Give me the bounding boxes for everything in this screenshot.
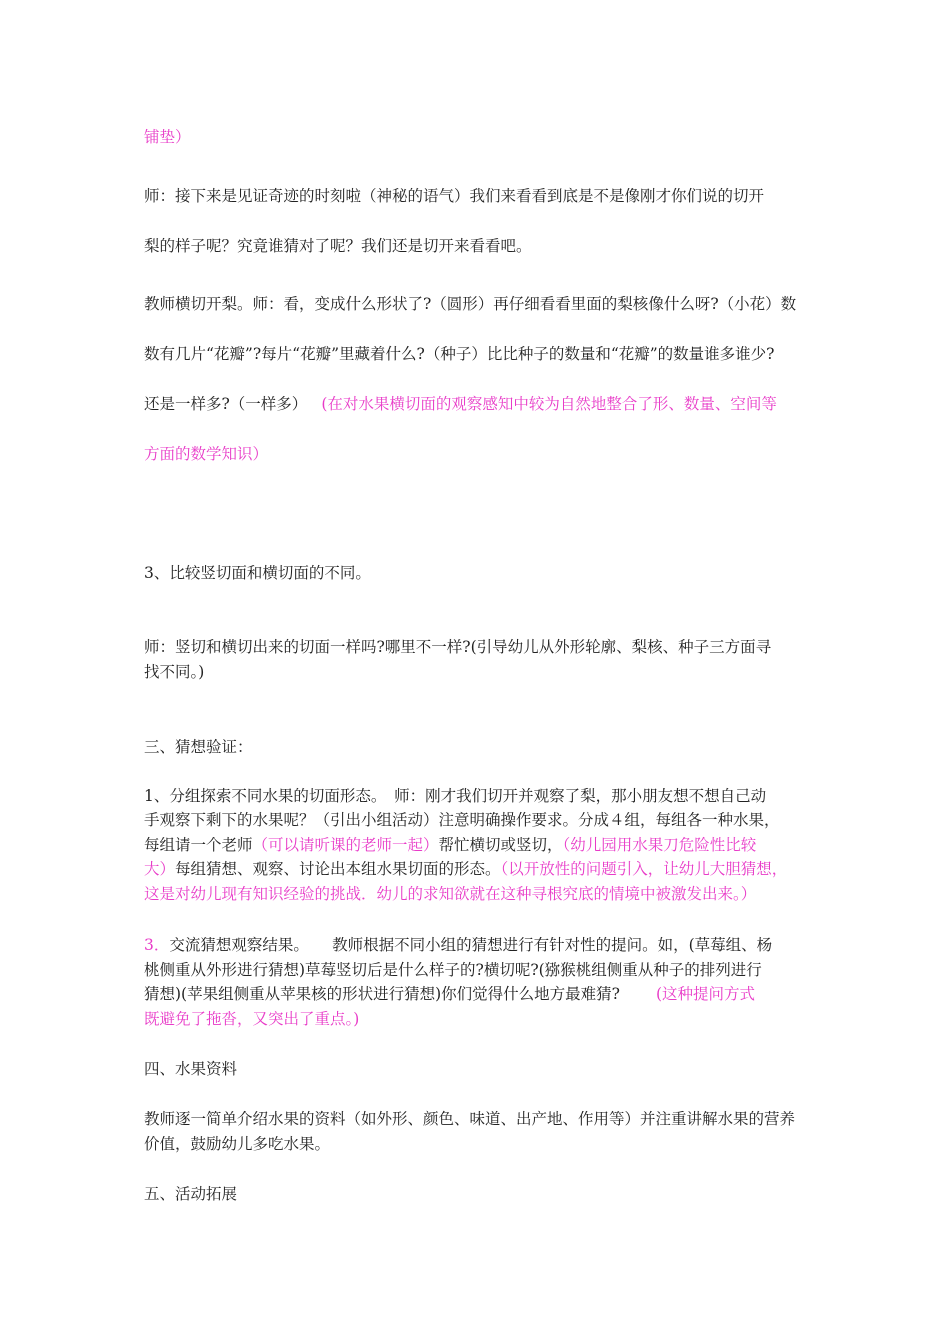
paragraph-line: 猜想)(苹果组侧重从苹果核的形状进行猜想)你们觉得什么地方最难猜? (这种提问方式 (144, 985, 756, 1003)
section-heading: 三、猜想验证： (144, 738, 253, 756)
paragraph-line: 教师横切开梨。师：看，变成什么形状了?（圆形）再仔细看看里面的梨核像什么呀?（小花）数 (144, 295, 797, 313)
paragraph-line: 手观察下剩下的水果呢？（引出小组活动）注意明确操作要求。分成４组，每组各一种水果， (144, 811, 780, 829)
paragraph-line: 数有几片“花瓣”?每片“花瓣”里藏着什么?（种子）比比种子的数量和“花瓣”的数量谁多谁少? (144, 345, 775, 363)
paragraph-line: 3．交流猜想观察结果。 教师根据不同小组的猜想进行有针对性的提问。如，(草莓组、杨 (144, 936, 773, 954)
annotation-line: 这是对幼儿现有知识经验的挑战．幼儿的求知欲就在这种寻根究底的情境中被激发出来。） (144, 885, 757, 903)
annotation-text: 大） (144, 860, 176, 878)
section-heading: 3、比较竖切面和横切面的不同。 (144, 564, 371, 582)
annotation-line: 铺垫） (144, 128, 191, 146)
paragraph-line: 1、分组探索不同水果的切面形态。 师：刚才我们切开并观察了梨，那小朋友想不想自己动 (144, 787, 767, 805)
paragraph-line: 教师逐一简单介绍水果的资料（如外形、颜色、味道、出产地、作用等）并注重讲解水果的营养 (144, 1110, 796, 1128)
section-heading: 五、活动拓展 (144, 1185, 238, 1203)
annotation-text: (这种提问方式 (655, 985, 756, 1003)
paragraph-line: 桃侧重从外形进行猜想)草莓竖切后是什么样子的?横切呢?(猕猴桃组侧重从种子的排列进行 (144, 961, 762, 979)
paragraph-line: 价值，鼓励幼儿多吃水果。 (144, 1135, 331, 1153)
annotation-text: 3． (144, 936, 170, 954)
paragraph-line: 还是一样多?（一样多） (在对水果横切面的观察感知中较为自然地整合了形、数量、空间等 (144, 395, 777, 413)
annotation-text: （以开放性的问题引入，让幼儿大胆猜想， (500, 860, 788, 878)
section-heading: 四、水果资料 (144, 1060, 238, 1078)
paragraph-line: 梨的样子呢？究竟谁猜对了呢？我们还是切开来看看吧。 (144, 237, 532, 255)
annotation-line: 既避免了拖沓，又突出了重点。) (144, 1010, 360, 1028)
annotation-line: 方面的数学知识） (144, 445, 269, 463)
paragraph-line: 找不同。) (144, 663, 205, 681)
paragraph-line: 大）每组猜想、观察、讨论出本组水果切面的形态。（以开放性的问题引入，让幼儿大胆猜想， (144, 860, 788, 878)
paragraph-line: 每组请一个老师（可以请听课的老师一起）帮忙横切或竖切，（幼儿园用水果刀危险性比较 (144, 836, 757, 854)
paragraph-line: 师：接下来是见证奇迹的时刻啦（神秘的语气）我们来看看到底是不是像刚才你们说的切开 (144, 187, 765, 205)
annotation-text: （可以请听课的老师一起） (252, 836, 439, 854)
annotation-text: （幼儿园用水果刀危险性比较 (562, 836, 757, 854)
paragraph-line: 师：竖切和横切出来的切面一样吗?哪里不一样?(引导幼儿从外形轮廓、梨核、种子三方面寻 (144, 638, 772, 656)
annotation-text: (在对水果横切面的观察感知中较为自然地整合了形、数量、空间等 (321, 395, 777, 413)
